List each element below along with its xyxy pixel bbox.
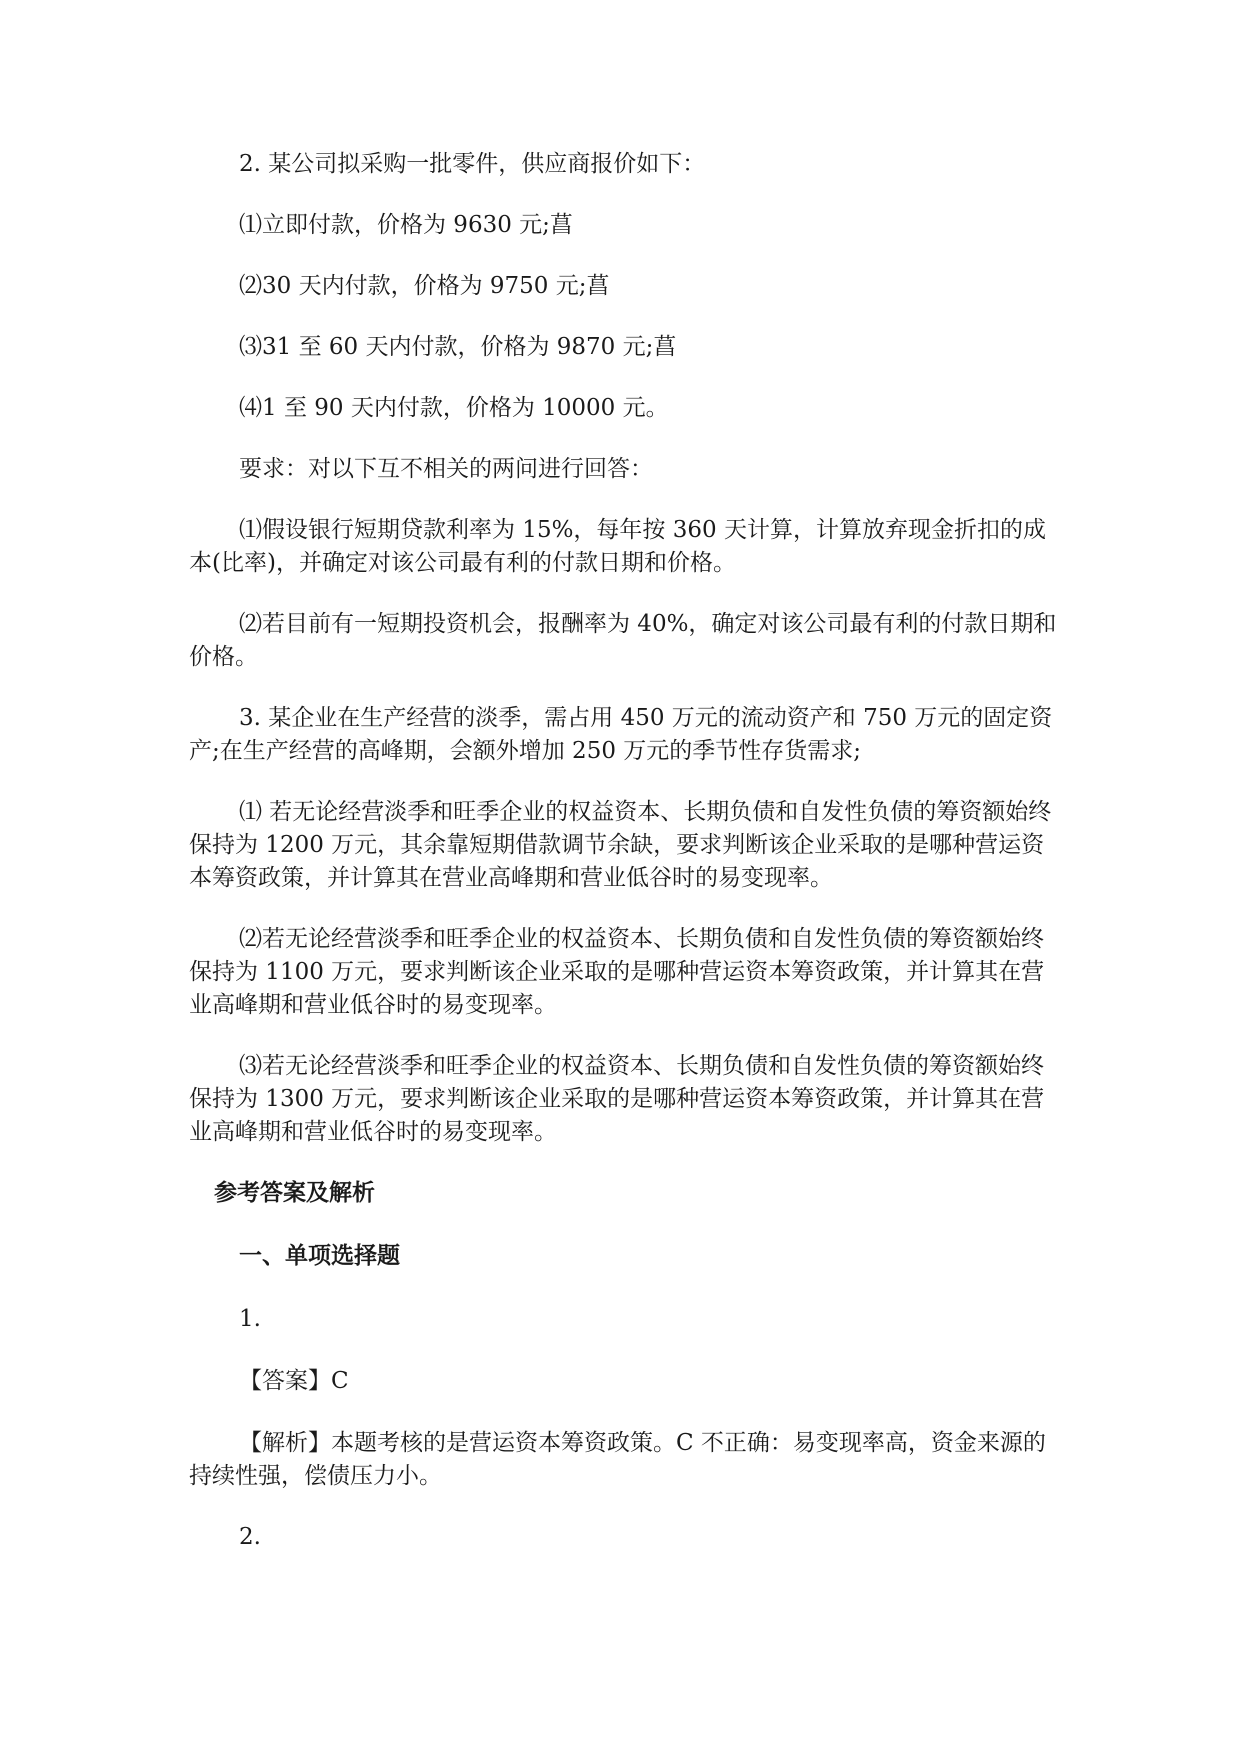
requirement-2: ⑵若目前有一短期投资机会，报酬率为 40%，确定对该公司最有利的付款日期和价格。 (189, 611, 1057, 670)
answer-item-number: 1. (239, 1306, 261, 1332)
question-3-part-1: ⑴ 若无论经营淡季和旺季企业的权益资本、长期负债和自发性负债的筹资额始终保持为 1200 万元，其余靠短期借款调节余缺，要求判断该企业采取的是哪种营运资本筹资政策，并计算其在营业高峰期和营业低谷时的易变现率。 (189, 799, 1052, 891)
option-1: ⑴立即付款，价格为 9630 元;菖 (239, 212, 573, 238)
question-3-intro: 3. 某企业在生产经营的淡季，需占用 450 万元的流动资产和 750 万元的固定资产;在生产经营的高峰期，会额外增加 250 万元的季节性存货需求; (189, 705, 1053, 764)
explanation: 【解析】本题考核的是营运资本筹资政策。C 不正确：易变现率高，资金来源的持续性强，偿债压力小。 (189, 1430, 1046, 1489)
option-4: ⑷1 至 90 天内付款，价格为 10000 元。 (239, 395, 669, 421)
requirement-1: ⑴假设银行短期贷款利率为 15%，每年按 360 天计算，计算放弃现金折扣的成本(比率)，并确定对该公司最有利的付款日期和价格。 (189, 517, 1046, 576)
document-body (189, 148, 1061, 1583)
requirement: 要求：对以下互不相关的两问进行回答： (239, 456, 653, 482)
option-3: ⑶31 至 60 天内付款，价格为 9870 元;菖 (239, 334, 677, 360)
answer-heading: 参考答案及解析 (214, 1180, 375, 1206)
answer-label: 【答案】C (239, 1368, 349, 1394)
question-3-part-3: ⑶若无论经营淡季和旺季企业的权益资本、长期负债和自发性负债的筹资额始终保持为 1300 万元，要求判断该企业采取的是哪种营运资本筹资政策，并计算其在营业高峰期和营业低谷时的易变现率。 (189, 1053, 1045, 1145)
question-3-part-2: ⑵若无论经营淡季和旺季企业的权益资本、长期负债和自发性负债的筹资额始终保持为 1100 万元，要求判断该企业采取的是哪种营运资本筹资政策，并计算其在营业高峰期和营业低谷时的易变现率。 (189, 926, 1045, 1018)
section-heading: 一、单项选择题 (239, 1243, 400, 1269)
answer-item-number-2: 2. (239, 1524, 261, 1550)
option-2: ⑵30 天内付款，价格为 9750 元;菖 (239, 273, 610, 299)
question-2-intro: 2. 某公司拟采购一批零件，供应商报价如下： (239, 151, 706, 177)
